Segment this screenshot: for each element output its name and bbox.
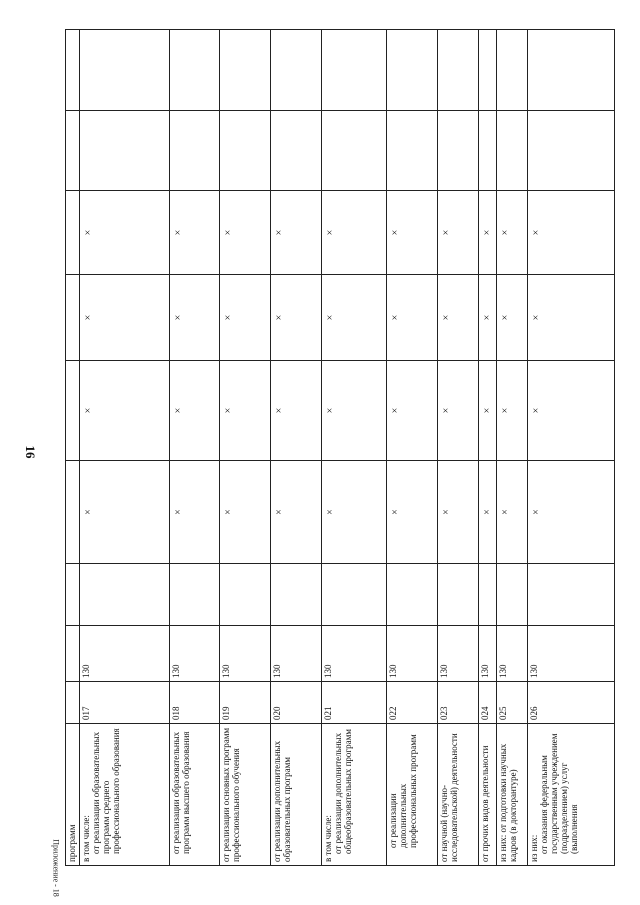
empty-cell — [170, 30, 219, 111]
table-row — [437, 30, 478, 866]
empty-cell — [497, 564, 528, 626]
row-name-text: от реализации образовательных программ высшего образования — [171, 731, 192, 854]
not-applicable-mark: × — [478, 191, 496, 275]
row-name-text: от реализации основных программ профессионального обучения — [220, 727, 241, 862]
row-kbk-cell — [66, 626, 80, 682]
empty-cell — [270, 30, 321, 111]
row-code-cell: 017 — [80, 682, 170, 724]
empty-cell — [66, 361, 80, 461]
empty-cell — [170, 111, 219, 191]
not-applicable-mark: × — [170, 191, 219, 275]
not-applicable-mark: × — [527, 461, 614, 564]
table-body — [66, 30, 615, 866]
row-kbk-cell: 130 — [497, 626, 528, 682]
footer-note: Приложение - 18 — [51, 839, 61, 897]
row-code-cell: 025 — [497, 682, 528, 724]
not-applicable-mark: × — [527, 191, 614, 275]
row-code-cell: 021 — [322, 682, 387, 724]
row-name-text: от прочих видов деятельности — [479, 745, 490, 862]
row-name-cell — [322, 724, 387, 866]
row-name-cell — [270, 724, 321, 866]
not-applicable-mark: × — [170, 361, 219, 461]
not-applicable-mark: × — [478, 275, 496, 361]
empty-cell — [322, 564, 387, 626]
row-name-cell — [497, 724, 528, 866]
empty-cell — [66, 461, 80, 564]
empty-cell — [219, 564, 270, 626]
empty-cell — [437, 111, 478, 191]
row-name-text: программ — [67, 824, 77, 862]
row-name-cell — [66, 724, 80, 866]
not-applicable-mark: × — [219, 275, 270, 361]
empty-cell — [66, 30, 80, 111]
empty-cell — [478, 564, 496, 626]
empty-cell — [497, 30, 528, 111]
empty-cell — [66, 111, 80, 191]
table-row — [219, 30, 270, 866]
empty-cell — [386, 30, 437, 111]
row-code-cell: 026 — [527, 682, 614, 724]
not-applicable-mark: × — [322, 461, 387, 564]
not-applicable-mark: × — [497, 191, 528, 275]
row-name-text: от реализации образовательных программ среднего профессионального образования — [91, 728, 122, 854]
table-row — [478, 30, 496, 866]
table-row — [66, 30, 80, 866]
not-applicable-mark: × — [386, 275, 437, 361]
page-number: 16 — [23, 445, 38, 459]
revenue-table — [65, 29, 615, 866]
not-applicable-mark: × — [219, 191, 270, 275]
not-applicable-mark: × — [497, 361, 528, 461]
not-applicable-mark: × — [270, 461, 321, 564]
table-row — [270, 30, 321, 866]
not-applicable-mark: × — [478, 461, 496, 564]
row-name-text: из них: от подготовки научных кадров (в докторантуре) — [498, 743, 519, 862]
row-name-cell — [219, 724, 270, 866]
row-code-cell: 018 — [170, 682, 219, 724]
not-applicable-mark: × — [527, 275, 614, 361]
not-applicable-mark: × — [170, 461, 219, 564]
row-name-cell — [478, 724, 496, 866]
row-kbk-cell: 130 — [80, 626, 170, 682]
empty-cell — [80, 30, 170, 111]
row-code-cell: 022 — [386, 682, 437, 724]
empty-cell — [66, 275, 80, 361]
not-applicable-mark: × — [386, 361, 437, 461]
empty-cell — [437, 30, 478, 111]
empty-cell — [478, 30, 496, 111]
row-name-text: в том числе: — [323, 815, 334, 862]
row-name-cell — [80, 724, 170, 866]
row-name-text: от реализации дополнительных профессиональных программ — [387, 734, 418, 848]
empty-cell — [66, 191, 80, 275]
not-applicable-mark: × — [437, 461, 478, 564]
row-name-cell — [386, 724, 437, 866]
row-kbk-cell: 130 — [527, 626, 614, 682]
not-applicable-mark: × — [170, 275, 219, 361]
not-applicable-mark: × — [219, 461, 270, 564]
table-row — [386, 30, 437, 866]
table-row — [80, 30, 170, 866]
not-applicable-mark: × — [270, 361, 321, 461]
row-kbk-cell: 130 — [386, 626, 437, 682]
table-area — [65, 30, 615, 866]
row-kbk-cell: 130 — [270, 626, 321, 682]
not-applicable-mark: × — [80, 461, 170, 564]
row-name-text: от реализации дополнительных образовательных программ — [271, 740, 292, 862]
row-name-cell — [170, 724, 219, 866]
empty-cell — [80, 564, 170, 626]
empty-cell — [270, 111, 321, 191]
not-applicable-mark: × — [478, 361, 496, 461]
table-row — [322, 30, 387, 866]
not-applicable-mark: × — [386, 461, 437, 564]
empty-cell — [322, 30, 387, 111]
not-applicable-mark: × — [497, 461, 528, 564]
row-kbk-cell: 130 — [322, 626, 387, 682]
row-code-cell: 024 — [478, 682, 496, 724]
not-applicable-mark: × — [270, 275, 321, 361]
empty-cell — [527, 30, 614, 111]
not-applicable-mark: × — [80, 361, 170, 461]
not-applicable-mark: × — [80, 275, 170, 361]
empty-cell — [527, 111, 614, 191]
not-applicable-mark: × — [437, 191, 478, 275]
row-kbk-cell: 130 — [437, 626, 478, 682]
row-name-text: от научной (научно-исследовательской) деятельности — [438, 733, 459, 862]
row-name-text: от реализации дополнительных общеобразовательных программ — [333, 728, 354, 854]
row-name-cell — [527, 724, 614, 866]
table-row — [170, 30, 219, 866]
not-applicable-mark: × — [386, 191, 437, 275]
not-applicable-mark: × — [437, 275, 478, 361]
not-applicable-mark: × — [219, 361, 270, 461]
row-name-text: в том числе: — [81, 815, 92, 862]
not-applicable-mark: × — [80, 191, 170, 275]
empty-cell — [80, 111, 170, 191]
row-code-cell: 020 — [270, 682, 321, 724]
empty-cell — [478, 111, 496, 191]
row-name-cell — [437, 724, 478, 866]
table-row — [497, 30, 528, 866]
not-applicable-mark: × — [322, 191, 387, 275]
row-name-text: из них: — [528, 834, 539, 862]
empty-cell — [527, 564, 614, 626]
not-applicable-mark: × — [437, 361, 478, 461]
empty-cell — [386, 111, 437, 191]
row-code-cell: 019 — [219, 682, 270, 724]
not-applicable-mark: × — [497, 275, 528, 361]
empty-cell — [270, 564, 321, 626]
empty-cell — [219, 111, 270, 191]
row-kbk-cell: 130 — [219, 626, 270, 682]
row-code-cell: 023 — [437, 682, 478, 724]
not-applicable-mark: × — [322, 275, 387, 361]
empty-cell — [66, 564, 80, 626]
not-applicable-mark: × — [270, 191, 321, 275]
empty-cell — [170, 564, 219, 626]
row-kbk-cell: 130 — [170, 626, 219, 682]
row-kbk-cell: 130 — [478, 626, 496, 682]
not-applicable-mark: × — [527, 361, 614, 461]
empty-cell — [437, 564, 478, 626]
empty-cell — [497, 111, 528, 191]
empty-cell — [386, 564, 437, 626]
empty-cell — [219, 30, 270, 111]
not-applicable-mark: × — [322, 361, 387, 461]
table-row — [527, 30, 614, 866]
empty-cell — [322, 111, 387, 191]
row-code-cell — [66, 682, 80, 724]
row-name-text: от оказания федеральным государственным учреждением (подразделением) услуг (выполнения — [538, 733, 579, 854]
